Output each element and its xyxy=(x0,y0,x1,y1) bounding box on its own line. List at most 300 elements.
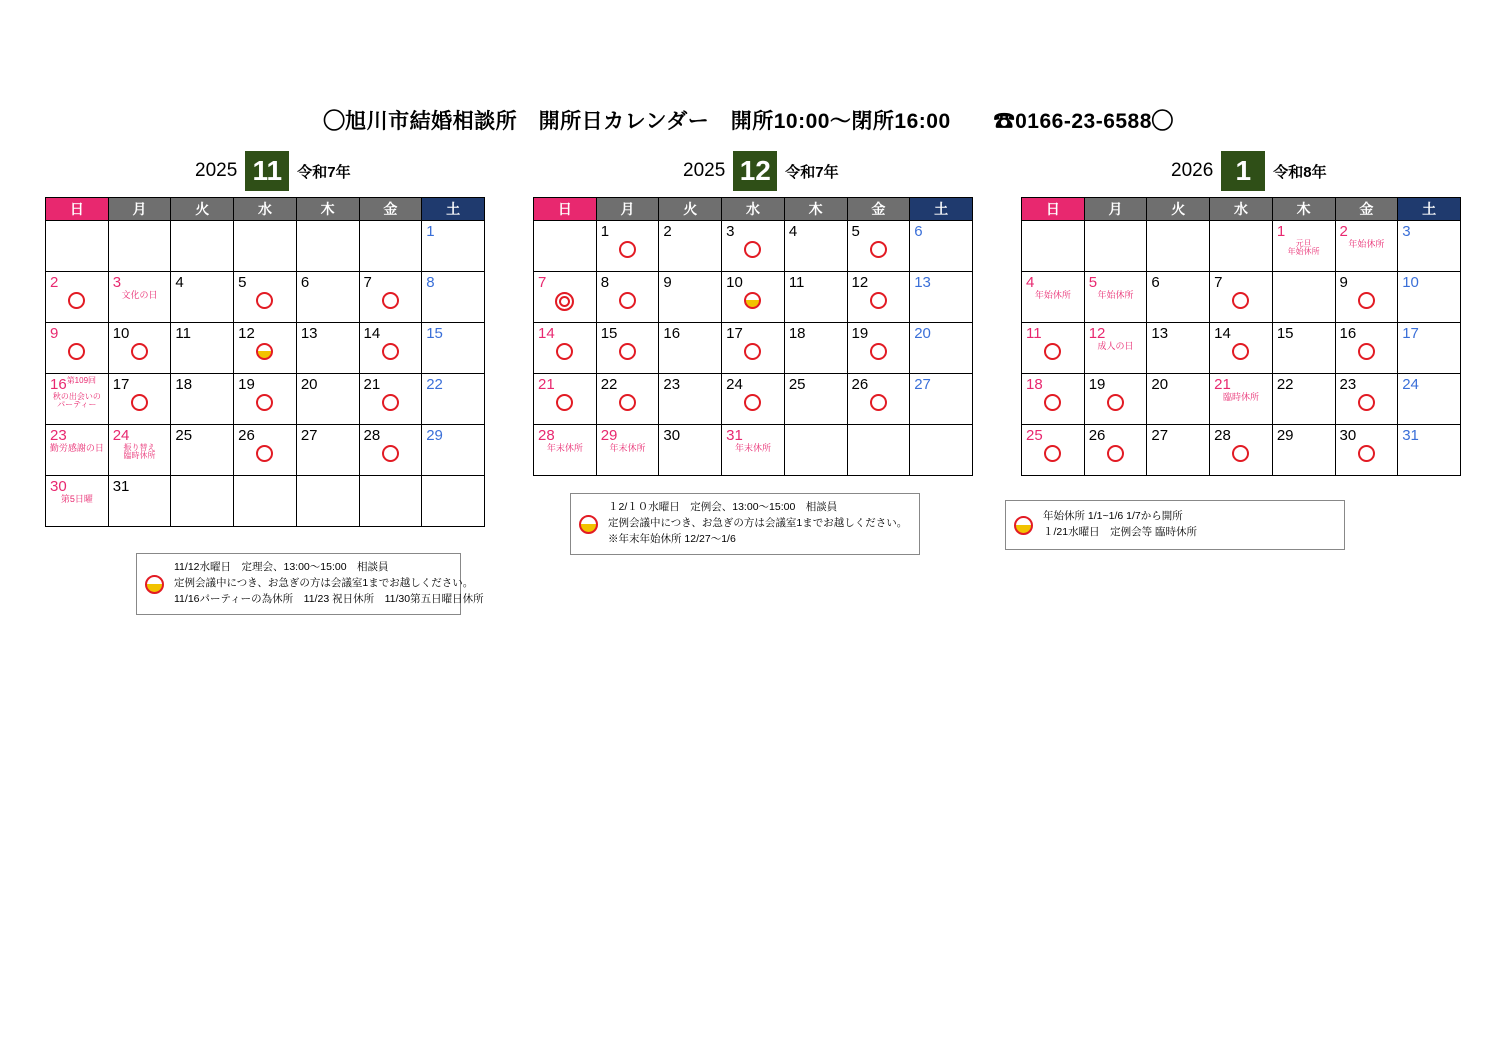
calendar-day-cell[interactable] xyxy=(910,221,973,272)
calendar-empty-cell xyxy=(234,221,297,272)
weekday-mon: 月 xyxy=(108,198,171,221)
calendar-day-cell[interactable] xyxy=(1147,425,1210,476)
calendar-day-cell[interactable] xyxy=(1210,374,1273,425)
day-number: 7 xyxy=(538,274,547,291)
calendar-day-cell[interactable] xyxy=(596,425,659,476)
open-circle-icon xyxy=(1044,445,1061,462)
calendar-empty-cell xyxy=(359,476,422,527)
calendar-day-cell[interactable] xyxy=(1147,272,1210,323)
open-circle-icon xyxy=(256,394,273,411)
calendar-day-cell[interactable] xyxy=(234,272,297,323)
day-number: 12 xyxy=(238,325,255,342)
open-circle-icon xyxy=(870,394,887,411)
open-circle-icon xyxy=(870,241,887,258)
day-number: 7 xyxy=(363,274,372,291)
day-number: 28 xyxy=(363,427,381,444)
open-circle-icon xyxy=(1107,394,1124,411)
day-number: 20 xyxy=(300,376,318,393)
day-number: 18 xyxy=(1026,376,1043,393)
day-number: 21 xyxy=(538,376,555,393)
legend-november xyxy=(136,553,484,615)
calendar-week-row xyxy=(534,272,973,323)
calendar-row xyxy=(0,150,1497,527)
day-number: 21 xyxy=(363,376,381,393)
calendar-empty-cell xyxy=(108,221,171,272)
open-circle-icon xyxy=(556,394,573,411)
day-note: 第5日曜 xyxy=(60,494,93,504)
legend-line: 年始休所 1/1~1/6 1/7から開所 xyxy=(1043,510,1183,523)
weekday-tue: 火 xyxy=(659,198,722,221)
open-circle-icon xyxy=(382,343,399,360)
open-circle-icon xyxy=(1232,292,1249,309)
calendar-day-cell[interactable] xyxy=(1084,374,1147,425)
calendar-table xyxy=(1021,197,1461,476)
day-number: 4 xyxy=(175,274,184,291)
calendar-day-cell[interactable] xyxy=(171,425,234,476)
open-circle-icon xyxy=(619,241,636,258)
calendar-day-cell[interactable] xyxy=(722,221,785,272)
day-number: 4 xyxy=(788,223,798,240)
day-number: 19 xyxy=(1088,376,1106,393)
calendar-day-cell[interactable] xyxy=(108,323,171,374)
calendar-day-cell[interactable] xyxy=(359,272,422,323)
calendar-day-cell[interactable] xyxy=(46,374,109,425)
day-number: 14 xyxy=(538,325,555,342)
day-number: 19 xyxy=(851,325,869,342)
day-number: 2 xyxy=(1339,223,1348,240)
open-circle-icon xyxy=(1358,292,1375,309)
open-circle-icon xyxy=(1232,445,1249,462)
legend-line: 11/16パーティーの為休所 11/23 祝日休所 11/30第五日曜日休所 xyxy=(174,592,484,605)
calendar-day-cell[interactable] xyxy=(534,323,597,374)
calendar-day-cell[interactable] xyxy=(784,374,847,425)
day-note: 年末休所 xyxy=(609,443,646,453)
calendar-empty-cell xyxy=(1147,221,1210,272)
open-circle-icon xyxy=(68,292,85,309)
day-number: 1 xyxy=(600,223,610,240)
legend-january xyxy=(1005,500,1345,550)
calendar-day-cell[interactable] xyxy=(659,374,722,425)
day-number: 23 xyxy=(1339,376,1357,393)
open-circle-icon xyxy=(744,241,761,258)
day-superscript: 第109回 xyxy=(66,376,97,385)
calendar-day-cell[interactable] xyxy=(296,272,359,323)
open-circle-icon xyxy=(744,394,761,411)
day-number: 15 xyxy=(600,325,618,342)
day-number: 1 xyxy=(1276,223,1286,240)
weekday-fri: 金 xyxy=(359,198,422,221)
weekday-thu: 木 xyxy=(296,198,359,221)
day-number: 22 xyxy=(1276,376,1294,393)
calendar-day-cell[interactable] xyxy=(422,425,485,476)
calendar-day-cell[interactable] xyxy=(847,272,910,323)
day-number: 25 xyxy=(1026,427,1043,444)
open-circle-icon xyxy=(1358,343,1375,360)
calendar-day-cell[interactable] xyxy=(422,323,485,374)
open-circle-icon xyxy=(744,343,761,360)
weekday-thu: 木 xyxy=(784,198,847,221)
half-circle-icon xyxy=(1014,516,1033,535)
calendar-day-cell[interactable] xyxy=(910,374,973,425)
calendar-day-cell[interactable] xyxy=(596,221,659,272)
open-circle-icon xyxy=(1044,343,1061,360)
weekday-wed: 水 xyxy=(1210,198,1273,221)
legend-line: 定例会議中につき、お急ぎの方は会議室1までお越しください。 xyxy=(174,577,474,590)
calendar-day-cell[interactable] xyxy=(234,425,297,476)
calendar-week-row xyxy=(46,425,485,476)
day-number: 19 xyxy=(238,376,255,393)
day-number: 26 xyxy=(238,427,255,444)
day-number: 27 xyxy=(914,376,931,393)
day-number: 24 xyxy=(726,376,743,393)
calendar-week-row xyxy=(46,221,485,272)
calendar-day-cell[interactable] xyxy=(46,272,109,323)
open-circle-icon xyxy=(131,394,148,411)
page-title: ◯旭川市結婚相談所 開所日カレンダー 開所10:00〜閉所16:00 ☎0166-23-6588◯ xyxy=(323,110,1174,133)
calendar-empty-cell xyxy=(534,221,597,272)
day-note: 元旦 年始休所 xyxy=(1287,239,1320,257)
day-number: 24 xyxy=(112,427,130,444)
weekday-header-row xyxy=(1022,198,1461,221)
weekday-sun: 日 xyxy=(46,198,109,221)
day-number: 8 xyxy=(426,274,435,291)
day-number: 17 xyxy=(726,325,743,342)
day-number: 12 xyxy=(851,274,869,291)
calendar-day-cell[interactable] xyxy=(1398,425,1461,476)
calendar-day-cell[interactable] xyxy=(108,374,171,425)
calendar-day-cell[interactable] xyxy=(1335,272,1398,323)
calendar-day-cell[interactable] xyxy=(847,374,910,425)
calendar-day-cell[interactable] xyxy=(534,272,597,323)
calendar-day-cell[interactable] xyxy=(46,323,109,374)
calendar-day-cell[interactable] xyxy=(1272,374,1335,425)
calendar-day-cell[interactable] xyxy=(46,476,109,527)
calendar-week-row xyxy=(46,374,485,425)
calendar-day-cell[interactable] xyxy=(1022,272,1085,323)
day-number: 10 xyxy=(726,274,743,291)
calendar-day-cell[interactable] xyxy=(1335,221,1398,272)
calendar-empty-cell xyxy=(1084,221,1147,272)
day-note: 年末休所 xyxy=(546,443,583,453)
day-number: 10 xyxy=(1402,274,1419,291)
calendar-empty-cell xyxy=(296,221,359,272)
day-number: 3 xyxy=(726,223,735,240)
weekday-sat: 土 xyxy=(422,198,485,221)
half-circle-icon xyxy=(256,343,273,360)
open-circle-icon xyxy=(382,394,399,411)
calendar-day-cell[interactable] xyxy=(1210,323,1273,374)
day-number: 7 xyxy=(1214,274,1223,291)
day-number: $16^{第109回}$ xyxy=(50,376,97,393)
calendar-table xyxy=(45,197,485,527)
calendar-year: 2025 xyxy=(195,160,238,181)
calendar-day-cell[interactable] xyxy=(1335,425,1398,476)
calendar-empty-cell xyxy=(171,476,234,527)
calendar-day-cell[interactable] xyxy=(1398,221,1461,272)
calendar-day-cell[interactable] xyxy=(596,374,659,425)
day-number: 5 xyxy=(1088,274,1098,291)
calendar-day-cell[interactable] xyxy=(534,425,597,476)
day-note: 文化の日 xyxy=(121,290,158,300)
calendar-day-cell[interactable] xyxy=(108,272,171,323)
day-number: 28 xyxy=(1214,427,1231,444)
open-circle-icon xyxy=(870,292,887,309)
double-circle-icon xyxy=(555,292,574,311)
day-number: 28 xyxy=(538,427,555,444)
day-number: 14 xyxy=(1214,325,1231,342)
calendar-month: 12 xyxy=(733,151,777,191)
calendar-day-cell[interactable] xyxy=(1210,272,1273,323)
calendar-title xyxy=(45,150,485,192)
calendar-empty-cell xyxy=(422,476,485,527)
calendar-day-cell[interactable] xyxy=(534,374,597,425)
calendar-day-cell[interactable] xyxy=(1084,272,1147,323)
calendar-empty-cell xyxy=(1272,272,1335,323)
day-number: 27 xyxy=(300,427,318,444)
day-number: 29 xyxy=(1276,427,1294,444)
weekday-fri: 金 xyxy=(847,198,910,221)
calendar-day-cell[interactable] xyxy=(1398,374,1461,425)
calendar-day-cell[interactable] xyxy=(659,425,722,476)
calendar-day-cell[interactable] xyxy=(722,425,785,476)
weekday-tue: 火 xyxy=(171,198,234,221)
day-note: 秋の出会いの パーティー xyxy=(52,392,101,410)
calendar-empty-cell xyxy=(171,221,234,272)
calendar-day-cell[interactable] xyxy=(234,374,297,425)
calendar-week-row xyxy=(1022,425,1461,476)
day-number: 31 xyxy=(1402,427,1419,444)
calendar-empty-cell xyxy=(234,476,297,527)
open-circle-icon xyxy=(1107,445,1124,462)
day-number: 6 xyxy=(1151,274,1160,291)
weekday-tue: 火 xyxy=(1147,198,1210,221)
open-circle-icon xyxy=(68,343,85,360)
calendar-week-row xyxy=(46,323,485,374)
day-number: 22 xyxy=(600,376,618,393)
day-number: 8 xyxy=(600,274,610,291)
day-number: 17 xyxy=(112,376,130,393)
calendar-day-cell[interactable] xyxy=(1335,374,1398,425)
calendar-day-cell[interactable] xyxy=(359,323,422,374)
day-note: 年始休所 xyxy=(1097,290,1134,300)
day-number: 31 xyxy=(726,427,743,444)
legend-line: １/21水曜日 定例会等 臨時休所 xyxy=(1043,526,1198,538)
day-number: 20 xyxy=(914,325,931,342)
half-circle-icon xyxy=(145,575,164,594)
calendar-week-row xyxy=(1022,374,1461,425)
day-note: 年始休所 xyxy=(1034,290,1071,300)
day-number: 9 xyxy=(1339,274,1348,291)
open-circle-icon xyxy=(131,343,148,360)
calendar-day-cell[interactable] xyxy=(1398,323,1461,374)
calendar-day-cell[interactable] xyxy=(596,323,659,374)
calendar-day-cell[interactable] xyxy=(422,374,485,425)
day-number: 15 xyxy=(1276,325,1294,342)
open-circle-icon xyxy=(1232,343,1249,360)
calendar-day-cell[interactable] xyxy=(910,323,973,374)
day-number: 1 xyxy=(426,223,435,240)
calendar-day-cell[interactable] xyxy=(1022,374,1085,425)
calendar-day-cell[interactable] xyxy=(847,221,910,272)
calendar-day-cell[interactable] xyxy=(1272,323,1335,374)
calendar-day-cell[interactable] xyxy=(171,272,234,323)
calendar-day-cell[interactable] xyxy=(596,272,659,323)
open-circle-icon xyxy=(619,292,636,309)
day-number: 24 xyxy=(1402,376,1419,393)
legend-line: 定例会議中につき、お急ぎの方は会議室1までお越しください。 xyxy=(608,517,908,530)
weekday-header-row xyxy=(46,198,485,221)
calendar-title xyxy=(533,150,973,192)
calendar-day-cell[interactable] xyxy=(1084,323,1147,374)
day-number: 23 xyxy=(50,427,67,444)
calendar-empty-cell xyxy=(910,425,973,476)
open-circle-icon xyxy=(619,343,636,360)
calendar-empty-cell xyxy=(359,221,422,272)
calendar-day-cell[interactable] xyxy=(296,323,359,374)
calendar-week-row xyxy=(534,374,973,425)
day-note: 臨時休所 xyxy=(1222,392,1259,402)
day-number: 3 xyxy=(112,274,122,291)
calendar-january xyxy=(1021,150,1461,527)
weekday-sat: 土 xyxy=(1398,198,1461,221)
open-circle-icon xyxy=(870,343,887,360)
day-number: 30 xyxy=(50,478,67,495)
day-note: 年始休所 xyxy=(1348,239,1385,249)
day-number: 13 xyxy=(300,325,318,342)
calendar-day-cell[interactable] xyxy=(296,374,359,425)
calendar-year: 2026 xyxy=(1171,160,1214,181)
calendar-table xyxy=(533,197,973,476)
legend-december xyxy=(570,493,920,555)
day-number: 23 xyxy=(663,376,681,393)
day-note: 振り替え 臨時休所 xyxy=(123,443,156,461)
day-number: 16 xyxy=(1339,325,1357,342)
calendar-day-cell[interactable] xyxy=(659,221,722,272)
calendar-day-cell[interactable] xyxy=(296,425,359,476)
calendar-day-cell[interactable] xyxy=(108,476,171,527)
calendar-day-cell[interactable] xyxy=(422,272,485,323)
calendar-week-row xyxy=(534,425,973,476)
day-number: 5 xyxy=(238,274,247,291)
calendar-day-cell[interactable] xyxy=(359,374,422,425)
calendar-day-cell[interactable] xyxy=(234,323,297,374)
calendar-day-cell[interactable] xyxy=(1022,425,1085,476)
day-number: 27 xyxy=(1151,427,1169,444)
weekday-wed: 水 xyxy=(234,198,297,221)
calendar-day-cell[interactable] xyxy=(46,425,109,476)
calendar-week-row xyxy=(1022,272,1461,323)
calendar-day-cell[interactable] xyxy=(659,323,722,374)
calendar-day-cell[interactable] xyxy=(1147,323,1210,374)
calendar-day-cell[interactable] xyxy=(171,374,234,425)
legend-line: ※年末年始休所 12/27〜1/6 xyxy=(608,532,736,545)
calendar-day-cell[interactable] xyxy=(422,221,485,272)
legend-line: 11/12水曜日 定理会、13:00〜15:00 相談員 xyxy=(174,561,389,574)
calendar-day-cell[interactable] xyxy=(784,272,847,323)
day-number: 31 xyxy=(112,478,130,495)
calendar-week-row xyxy=(46,272,485,323)
day-number: 30 xyxy=(1339,427,1357,444)
day-note: 成人の日 xyxy=(1097,341,1134,351)
calendar-day-cell[interactable] xyxy=(1335,323,1398,374)
calendar-day-cell[interactable] xyxy=(1147,374,1210,425)
half-circle-icon xyxy=(579,515,598,534)
half-circle-icon xyxy=(744,292,761,309)
calendar-empty-cell xyxy=(46,221,109,272)
calendar-day-cell[interactable] xyxy=(722,272,785,323)
calendar-day-cell[interactable] xyxy=(1272,221,1335,272)
weekday-sun: 日 xyxy=(1022,198,1085,221)
day-number: 9 xyxy=(663,274,672,291)
calendar-day-cell[interactable] xyxy=(722,323,785,374)
calendar-title xyxy=(1021,150,1461,192)
weekday-header-row xyxy=(534,198,973,221)
day-number: 11 xyxy=(175,325,191,342)
day-number: 17 xyxy=(1402,325,1419,342)
calendar-day-cell[interactable] xyxy=(359,425,422,476)
open-circle-icon xyxy=(1044,394,1061,411)
calendar-week-row xyxy=(534,323,973,374)
day-number: 5 xyxy=(851,223,860,240)
calendar-month: 1 xyxy=(1221,151,1265,191)
open-circle-icon xyxy=(556,343,573,360)
calendar-year: 2025 xyxy=(683,160,726,181)
calendar-empty-cell xyxy=(296,476,359,527)
legend-lines xyxy=(1043,509,1197,541)
weekday-mon: 月 xyxy=(596,198,659,221)
day-number: 18 xyxy=(175,376,193,393)
open-circle-icon xyxy=(1358,445,1375,462)
calendar-day-cell[interactable] xyxy=(722,374,785,425)
day-number: 30 xyxy=(663,427,681,444)
calendar-era: 令和7年 xyxy=(297,163,351,181)
calendar-day-cell[interactable] xyxy=(1272,425,1335,476)
calendar-era: 令和7年 xyxy=(785,163,839,181)
calendar-day-cell[interactable] xyxy=(1084,425,1147,476)
calendar-empty-cell xyxy=(1022,221,1085,272)
weekday-sun: 日 xyxy=(534,198,597,221)
day-number: 26 xyxy=(851,376,869,393)
calendar-week-row xyxy=(1022,221,1461,272)
calendar-day-cell[interactable] xyxy=(910,272,973,323)
calendar-day-cell[interactable] xyxy=(1210,425,1273,476)
day-number: 16 xyxy=(663,325,681,342)
calendar-body-1 xyxy=(534,221,973,476)
calendar-day-cell[interactable] xyxy=(784,323,847,374)
day-number: 22 xyxy=(426,376,443,393)
calendar-day-cell[interactable] xyxy=(784,221,847,272)
calendar-day-cell[interactable] xyxy=(1022,323,1085,374)
open-circle-icon xyxy=(1358,394,1375,411)
calendar-empty-cell xyxy=(847,425,910,476)
day-number: 3 xyxy=(1402,223,1411,240)
weekday-thu: 木 xyxy=(1272,198,1335,221)
day-number: 6 xyxy=(914,223,923,240)
open-circle-icon xyxy=(619,394,636,411)
calendar-day-cell[interactable] xyxy=(171,323,234,374)
calendar-day-cell[interactable] xyxy=(1398,272,1461,323)
day-number: 13 xyxy=(1151,325,1169,342)
calendar-day-cell[interactable] xyxy=(108,425,171,476)
day-number: 13 xyxy=(914,274,931,291)
day-number: 25 xyxy=(175,427,193,444)
day-number: 14 xyxy=(363,325,381,342)
calendar-day-cell[interactable] xyxy=(659,272,722,323)
calendar-empty-cell xyxy=(784,425,847,476)
day-number: 2 xyxy=(663,223,672,240)
calendar-day-cell[interactable] xyxy=(847,323,910,374)
day-number: 29 xyxy=(426,427,443,444)
